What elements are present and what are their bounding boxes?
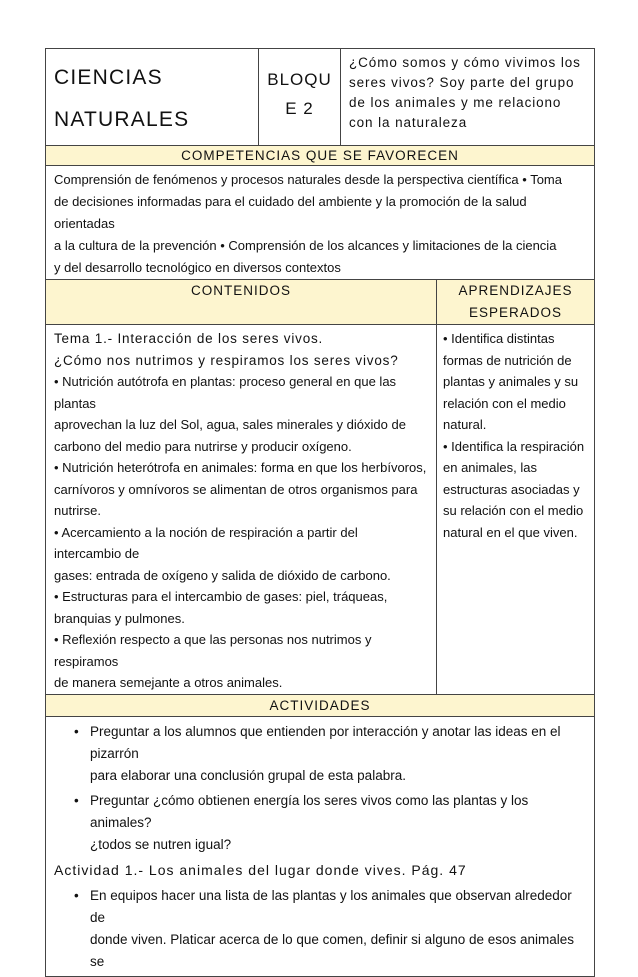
actividades-row: [46, 716, 595, 976]
contenido-line: carbono del medio para nutrirse y producir oxígeno.: [54, 438, 352, 454]
list-item: [54, 790, 586, 856]
bloque-question: ¿Cómo somos y cómo vivimos los seres vivos? Soy parte del grupo de los animales y me relaciono con la naturaleza: [341, 49, 595, 146]
topic-title: Tema 1.- Interacción de los seres vivos.: [54, 331, 324, 346]
contenido-line: de manera semejante a otros animales.: [54, 675, 283, 690]
contenido-line: carnívoros y omnívoros se alimentan de otros organismos para: [54, 481, 418, 497]
competencias-line: y del desarrollo tecnológico en diversos contextos: [54, 260, 341, 275]
list-item-line: ¿todos se nutren igual?: [90, 836, 232, 852]
subject-title-line2: NATURALES: [54, 108, 190, 131]
list-item-line: Preguntar a los alumnos que entienden por interacción y anotar las ideas en el pizarrón: [90, 723, 561, 761]
aprendizaje-line: en animales, las: [443, 460, 537, 475]
subject-title: [46, 49, 259, 146]
bloque-label: [259, 49, 341, 146]
competencias-line: Comprensión de fenómenos y procesos naturales desde la perspectiva científica • Toma: [54, 172, 562, 187]
aprendizaje-line: • Identifica la respiración: [443, 438, 585, 454]
lesson-plan-table: [45, 48, 595, 977]
competencias-line: a la cultura de la prevención • Comprensión de los alcances y limitaciones de la ciencia: [54, 238, 557, 253]
aprendizaje-line: estructuras asociadas y: [443, 481, 580, 497]
list-item-line: En equipos hacer una lista de las plantas y los animales que observan alrededor de: [90, 887, 572, 925]
list-item-line: donde viven. Platicar acerca de lo que comen, definir si alguno de esos animales se: [90, 931, 575, 969]
contents-row: [46, 325, 595, 695]
aprendizaje-line: • Identifica distintas: [443, 331, 555, 346]
contenidos-text: [46, 325, 437, 695]
list-item: [54, 885, 586, 973]
contenidos-heading: CONTENIDOS: [46, 280, 437, 325]
aprendizajes-heading-line2: ESPERADOS: [468, 305, 563, 320]
contenido-line: aprovechan la luz del Sol, agua, sales minerales y dióxido de: [54, 417, 406, 432]
activity-1-title: Actividad 1.- Los animales del lugar donde vives. Pág. 47: [54, 861, 467, 878]
bloque-line2: E 2: [285, 99, 314, 118]
list-item-line: para elaborar una conclusión grupal de esta palabra.: [90, 767, 406, 783]
actividades-text: [46, 716, 595, 976]
actividades-heading-row: [46, 694, 595, 716]
activity-1-list: [54, 885, 586, 973]
bullet-icon: •: [74, 887, 79, 903]
contenido-line: • Acercamiento a la noción de respiración a partir del intercambio de: [54, 524, 358, 561]
contenido-line: • Nutrición autótrofa en plantas: proceso general en que las plantas: [54, 374, 397, 411]
columns-heading-row: [46, 280, 595, 325]
aprendizaje-line: su relación con el medio: [443, 503, 584, 518]
contenido-line: • Reflexión respecto a que las personas nos nutrimos y respiramos: [54, 632, 372, 669]
aprendizaje-line: formas de nutrición de: [443, 352, 572, 368]
aprendizajes-heading: [437, 280, 595, 325]
list-item-line: Preguntar ¿cómo obtienen energía los seres vivos como las plantas y los animales?: [90, 792, 529, 830]
contenido-line: gases: entrada de oxígeno y salida de dióxido de carbono.: [54, 567, 391, 583]
subject-title-line1: CIENCIAS: [54, 66, 163, 89]
aprendizaje-line: natural.: [443, 417, 487, 432]
list-item: [54, 721, 586, 787]
aprendizaje-line: relación con el medio: [443, 395, 566, 411]
activity-intro-list: [54, 721, 586, 856]
contenido-line: • Nutrición heterótrofa en animales: forma en que los herbívoros,: [54, 460, 427, 475]
aprendizajes-text: [437, 325, 595, 695]
bloque-line1: BLOQU: [267, 70, 332, 89]
header-row: [46, 49, 595, 146]
competencias-row: [46, 166, 595, 280]
contenido-line: nutrirse.: [54, 503, 101, 518]
competencias-heading: COMPETENCIAS QUE SE FAVORECEN: [46, 146, 595, 166]
actividades-heading: ACTIVIDADES: [46, 694, 595, 716]
topic-question: ¿Cómo nos nutrimos y respiramos los seres vivos?: [54, 352, 399, 368]
competencias-text: [46, 166, 595, 280]
bullet-icon: •: [74, 792, 79, 808]
contenido-line: branquias y pulmones.: [54, 610, 185, 626]
competencias-heading-row: [46, 146, 595, 166]
aprendizajes-heading-line1: APRENDIZAJES: [458, 283, 573, 298]
contenido-line: • Estructuras para el intercambio de gases: piel, tráqueas,: [54, 589, 388, 604]
competencias-line: de decisiones informadas para el cuidado del ambiente y la promoción de la salud orientadas: [54, 194, 527, 231]
aprendizaje-line: plantas y animales y su: [443, 374, 579, 389]
bullet-icon: •: [74, 723, 79, 739]
aprendizaje-line: natural en el que viven.: [443, 524, 578, 540]
